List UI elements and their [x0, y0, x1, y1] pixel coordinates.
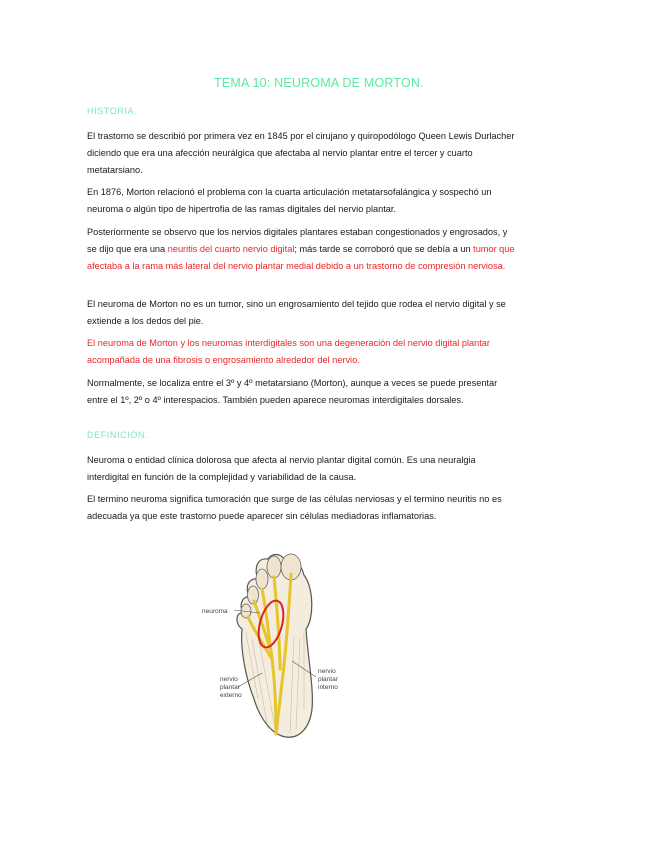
paragraph-3-text-c: ; más tarde se corroboró que se debía a un	[294, 244, 474, 254]
foot-anatomy-illustration	[196, 549, 366, 744]
section-heading-historia: HISTORIA.	[87, 106, 138, 116]
paragraph-8: El termino neuroma significa tumoración que surge de las células nerviosas y el termino neuritis no es adecuada ya que este trastorno puede aparecer sin células mediadoras inflamatorias.	[87, 494, 502, 521]
paragraph-1: El trastorno se describió por primera vez en 1845 por el cirujano y quiropodólogo Queen Lewis Durlacher diciendo que era una afección neurálgica que afectaba al nervio plantar entre el tercer y cuarto metatarsiano.	[87, 131, 515, 175]
paragraph-3-text-a: Posteriormente se observo que los nervios digitales plantares estaban congestionados y engrosados, y se dijo que era una	[87, 227, 508, 254]
paragraph-3-highlight-tumor: tumor que afectaba a la rama más lateral del nervio plantar medial debido a un trastorno de compresión nerviosa.	[87, 244, 515, 271]
label-neuroma: neuroma	[202, 608, 228, 615]
label-externo-line-1: nervio	[220, 676, 238, 683]
paragraph-5-highlight: El neuroma de Morton y los neuromas interdigitales son una degeneración del nervio digital plantar acompañada de una fibrosis o engrosamiento alrededor del nervio.	[87, 338, 490, 365]
paragraph-3	[87, 224, 517, 275]
label-externo-line-2: plantar	[220, 684, 240, 691]
paragraph-3-highlight-neuritis: neuritis del cuarto nervio digital	[167, 244, 295, 254]
toe-2	[267, 556, 281, 578]
paragraph-2: En 1876, Morton relacionó el problema con la cuarta articulación metatarsofalángica y sospechó un neuroma o algún tipo de hipertrofia de las ramas digitales del nervio plantar.	[87, 187, 492, 214]
toe-3	[256, 569, 268, 589]
paragraph-6: Normalmente, se localiza entre el 3º y 4º metatarsiano (Morton), aunque a veces se puede presentar entre el 1º, 2º o 4º interespacios. También pueden aparece neuromas interdigitales dorsales.	[87, 378, 498, 405]
paragraph-7: Neuroma o entidad clínica dolorosa que afecta al nervio plantar digital común. Es una neuralgia interdigital en función de la complejidad y variabilidad de la causa.	[87, 455, 476, 482]
section-heading-definicion: DEFINICIÓN.	[87, 430, 149, 440]
paragraph-4: El neuroma de Morton no es un tumor, sino un engrosamiento del tejido que rodea el nervio digital y se extiende a los dedos del pie.	[87, 299, 506, 326]
label-externo-line-3: externo	[220, 692, 242, 699]
label-interno-line-2: plantar	[318, 676, 338, 683]
label-interno-line-3: interno	[318, 684, 338, 691]
label-interno-line-1: nervio	[318, 668, 336, 675]
page-title: TEMA 10: NEUROMA DE MORTON.	[214, 76, 424, 90]
